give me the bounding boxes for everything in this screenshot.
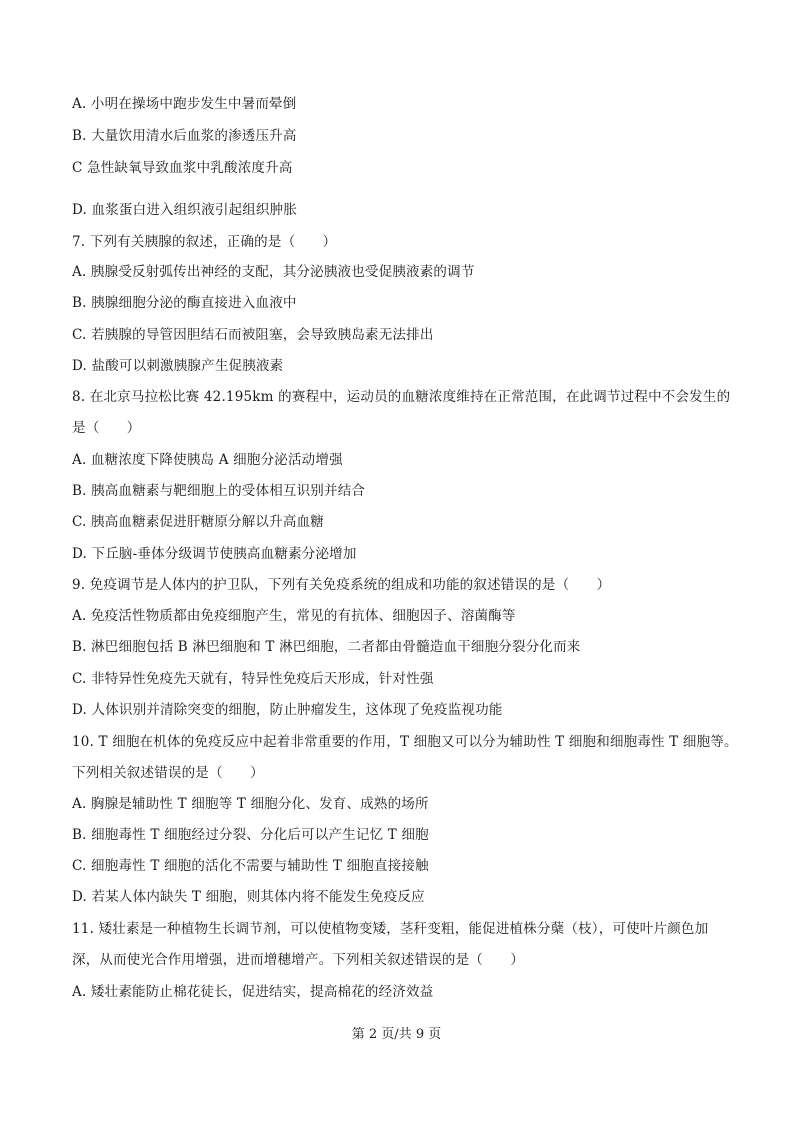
- option-6c: C 急性缺氧导致血浆中乳酸浓度升高: [72, 160, 293, 176]
- option-6d: D. 血浆蛋白进入组织液引起组织肿胀: [72, 202, 298, 218]
- option-9c: C. 非特异性免疫先天就有，特异性免疫后天形成，针对性强: [72, 671, 434, 687]
- option-9b: B. 淋巴细胞包括 B 淋巴细胞和 T 淋巴细胞，二者都由骨髓造血干细胞分裂分化而来: [72, 639, 581, 655]
- option-10c: C. 细胞毒性 T 细胞的活化不需要与辅助性 T 细胞直接接触: [72, 858, 429, 874]
- option-7d: D. 盐酸可以刺激胰腺产生促胰液素: [72, 358, 284, 374]
- option-8a: A. 血糖浓度下降使胰岛 A 细胞分泌活动增强: [72, 452, 343, 468]
- option-8c: C. 胰高血糖素促进肝糖原分解以升高血糖: [72, 514, 324, 530]
- question-10: 10. T 细胞在机体的免疫反应中起着非常重要的作用，T 细胞又可以分为辅助性 T 细胞和细胞毒性 T 细胞等。: [72, 734, 738, 750]
- question-8: 8. 在北京马拉松比赛 42.195km 的赛程中，运动员的血糖浓度维持在正常范围，在此调节过程中不会发生的: [72, 389, 731, 405]
- page-footer: 第 2 页/共 9 页: [351, 1027, 442, 1042]
- question-11: 11. 矮壮素是一种植物生长调节剂，可以使植物变矮，茎秆变粗，能促进植株分蘖（枝），可使叶片颜色加: [72, 921, 709, 937]
- option-6b: B. 大量饮用清水后血浆的渗透压升高: [72, 128, 297, 144]
- option-7b: B. 胰腺细胞分泌的酶直接进入血液中: [72, 295, 297, 311]
- option-8d: D. 下丘脑-垂体分级调节使胰高血糖素分泌增加: [72, 546, 357, 562]
- question-9: 9. 免疫调节是人体内的护卫队，下列有关免疫系统的组成和功能的叙述错误的是（ ）: [72, 577, 611, 593]
- option-10a: A. 胸腺是辅助性 T 细胞等 T 细胞分化、发育、成熟的场所: [72, 796, 429, 812]
- question-7: 7. 下列有关胰腺的叙述，正确的是（ ）: [72, 234, 337, 250]
- option-10d: D. 若某人体内缺失 T 细胞，则其体内将不能发生免疫反应: [72, 889, 425, 905]
- option-9a: A. 免疫活性物质都由免疫细胞产生，常见的有抗体、细胞因子、溶菌酶等: [72, 608, 516, 624]
- option-7c: C. 若胰腺的导管因胆结石而被阻塞，会导致胰岛素无法排出: [72, 327, 434, 343]
- option-11a: A. 矮壮素能防止棉花徒长，促进结实，提高棉花的经济效益: [72, 984, 434, 1000]
- option-7a: A. 胰腺受反射弧传出神经的支配，其分泌胰液也受促胰液素的调节: [72, 264, 475, 280]
- option-8b: B. 胰高血糖素与靶细胞上的受体相互识别并结合: [72, 483, 366, 499]
- question-8-cont: 是（ ）: [72, 420, 141, 436]
- question-10-cont: 下列相关叙述错误的是（ ）: [72, 765, 264, 781]
- option-6a: A. 小明在操场中跑步发生中暑而晕倒: [72, 96, 297, 112]
- question-11-cont: 深，从而使光合作用增强，进而增穗增产。下列相关叙述错误的是（ ）: [72, 952, 525, 968]
- option-10b: B. 细胞毒性 T 细胞经过分裂、分化后可以产生记忆 T 细胞: [72, 827, 429, 843]
- option-9d: D. 人体识别并清除突变的细胞，防止肿瘤发生，这体现了免疫监视功能: [72, 702, 503, 718]
